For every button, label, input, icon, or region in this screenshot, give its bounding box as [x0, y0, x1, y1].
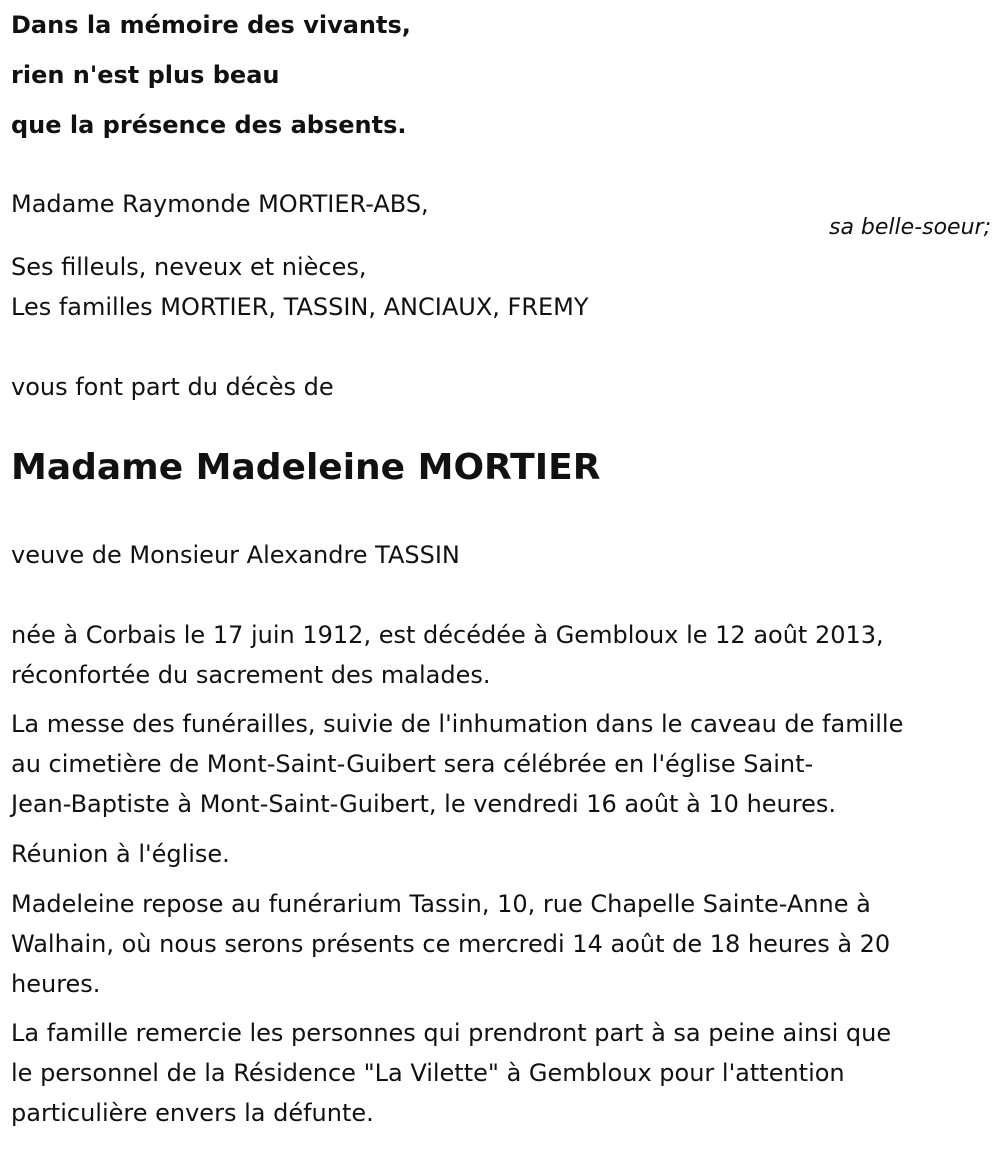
paragraph-line: Walhain, où nous serons présents ce mercredi 14 août de 18 heures à 20: [11, 930, 891, 958]
birth-death-paragraph: [11, 615, 991, 695]
deceased-name: Madame Madeleine MORTIER: [11, 447, 601, 488]
funeral-paragraph: [11, 704, 991, 824]
family-member-name: Madame Raymonde MORTIER-ABS,: [11, 190, 429, 218]
quote-line-1: Dans la mémoire des vivants,: [11, 11, 411, 39]
paragraph-line: La messe des funérailles, suivie de l'inhumation dans le caveau de famille: [11, 710, 904, 738]
family-member-relation: sa belle-soeur;: [829, 215, 991, 240]
paragraph-line: réconfortée du sacrement des malades.: [11, 661, 491, 689]
obituary-notice: [11, 0, 991, 1149]
widow-of-text: veuve de Monsieur Alexandre TASSIN: [11, 541, 460, 569]
paragraph-line: La famille remercie les personnes qui prendront part à sa peine ainsi que: [11, 1019, 892, 1047]
paragraph-line: née à Corbais le 17 juin 1912, est décédée à Gembloux le 12 août 2013,: [11, 621, 884, 649]
paragraph-line: heures.: [11, 970, 101, 998]
quote-line-2: rien n'est plus beau: [11, 61, 280, 89]
visitation-paragraph: [11, 884, 991, 1004]
paragraph-line: le personnel de la Résidence "La Vilette" à Gembloux pour l'attention: [11, 1059, 845, 1087]
announcement-text: vous font part du décès de: [11, 373, 334, 401]
family-line-godchildren: Ses filleuls, neveux et nièces,: [11, 253, 367, 281]
paragraph-line: Jean-Baptiste à Mont-Saint-Guibert, le vendredi 16 août à 10 heures.: [11, 790, 836, 818]
paragraph-line: au cimetière de Mont-Saint-Guibert sera célébrée en l'église Saint-: [11, 750, 814, 778]
paragraph-line: Madeleine repose au funérarium Tassin, 10, rue Chapelle Sainte-Anne à: [11, 890, 871, 918]
family-line-families: Les familles MORTIER, TASSIN, ANCIAUX, FREMY: [11, 293, 589, 321]
paragraph-line: Réunion à l'église.: [11, 840, 230, 868]
meeting-paragraph: [11, 834, 991, 874]
paragraph-line: particulière envers la défunte.: [11, 1099, 374, 1127]
quote-line-3: que la présence des absents.: [11, 111, 407, 139]
thanks-paragraph: [11, 1013, 991, 1133]
